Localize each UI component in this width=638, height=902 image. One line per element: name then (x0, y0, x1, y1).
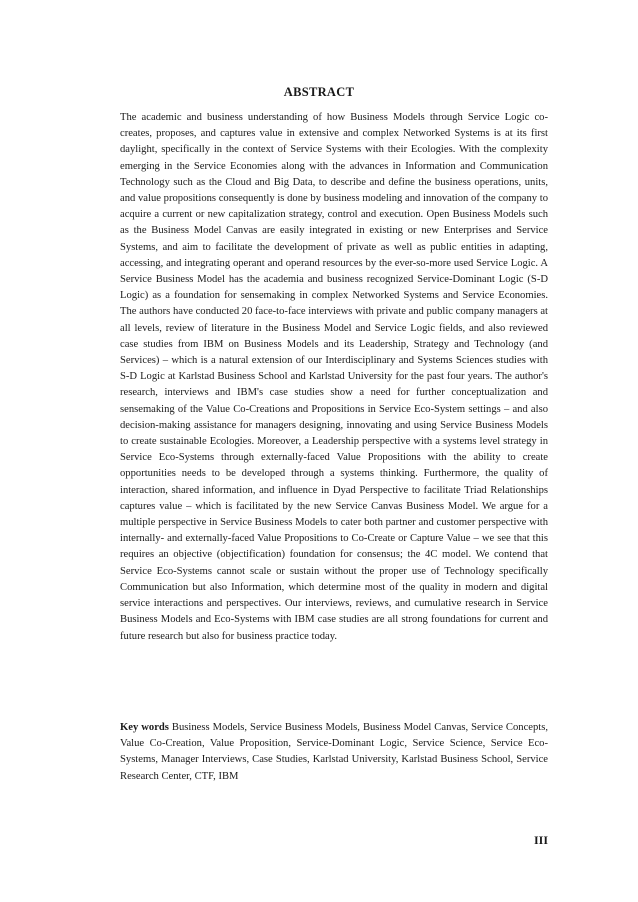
abstract-paragraph: The academic and business understanding of how Business Models through Service Logic co-creates, proposes, and captures value in extensive and complex Networked Systems is at its first daylight, specifically in the context of Service Systems with their Ecologies. With the complexity emerging in the Service Economies along with the advances in Information and Communication Technology such as the Cloud and Big Data, to describe and define the business operations, units, and value propositions consequently is done by business modeling and innovation of the company to acquire a current or new capitalization strategy, control and execution. Open Business Models such as the Business Model Canvas are easily integrated in existing or new Enterprises and Service Systems, and aim to facilitate the development of private as well as public entities in adapting, accessing, and integrating operant and operand resources by the ever-so-more used Service Logic. A Service Business Model has the academia and business recognized Service-Dominant Logic (S-D Logic) as a foundation for sensemaking in complex Networked Systems and Service Economies. The authors have conducted 20 face-to-face interviews with private and public company managers at all levels, review of literature in the Business Model and Service Logic fields, and also reviewed case studies from IBM on Business Models and its Leadership, Strategy and Technology (and Services) – which is a natural extension of our Interdisciplinary and Systems Sciences studies with S-D Logic at Karlstad Business School and Karlstad University for the past four years. The author's research, interviews and IBM's case studies show a need for further conceptualization and sensemaking of the Value Co-Creations and Propositions in Service Eco-System settings – and also decision-making assistance for managers designing, innovating and using Service Business Models to create sustainable Ecologies. Moreover, a Leadership perspective with a systems level strategy in Service Eco-Systems through externally-faced Value Propositions with the ability to create opportunities needs to be developed through a systems thinking. Furthermore, the quality of interaction, shared information, and influence in Dyad Perspective to facilitate Triad Relationships captures value – which is facilitated by the new Service Canvas Business Model. We argue for a multiple perspective in Service Business Models to cater both partner and customer perspective with internally- and externally-faced Value Propositions to Co-Create or Capture Value – we see that this requires an objective (objectification) foundation for consensus; the 4C model. We contend that Service Eco-Systems cannot scale or sustain without the proper use of Technology specifically Communication but also Information, which determine most of the quality in modern and digital service interactions and perspectives. Our interviews, reviews, and cumulative research in Service Business Models and Eco-Systems with IBM case studies are all strong foundations for current and future research but also for business practice today. (120, 112, 548, 642)
keywords-paragraph (120, 720, 548, 785)
keywords-label: Key words (120, 722, 169, 733)
keywords-list: Business Models, Service Business Models, Business Model Canvas, Service Concepts, Value Co-Creation, Value Proposition, Service-Dominant Logic, Service Science, Service Eco-Systems, Manager Interviews, Case Studies, Karlstad University, Karlstad Business School, Service Research Center, CTF, IBM (120, 722, 548, 782)
page-number: III (533, 833, 548, 847)
abstract-heading: ABSTRACT (283, 85, 355, 99)
